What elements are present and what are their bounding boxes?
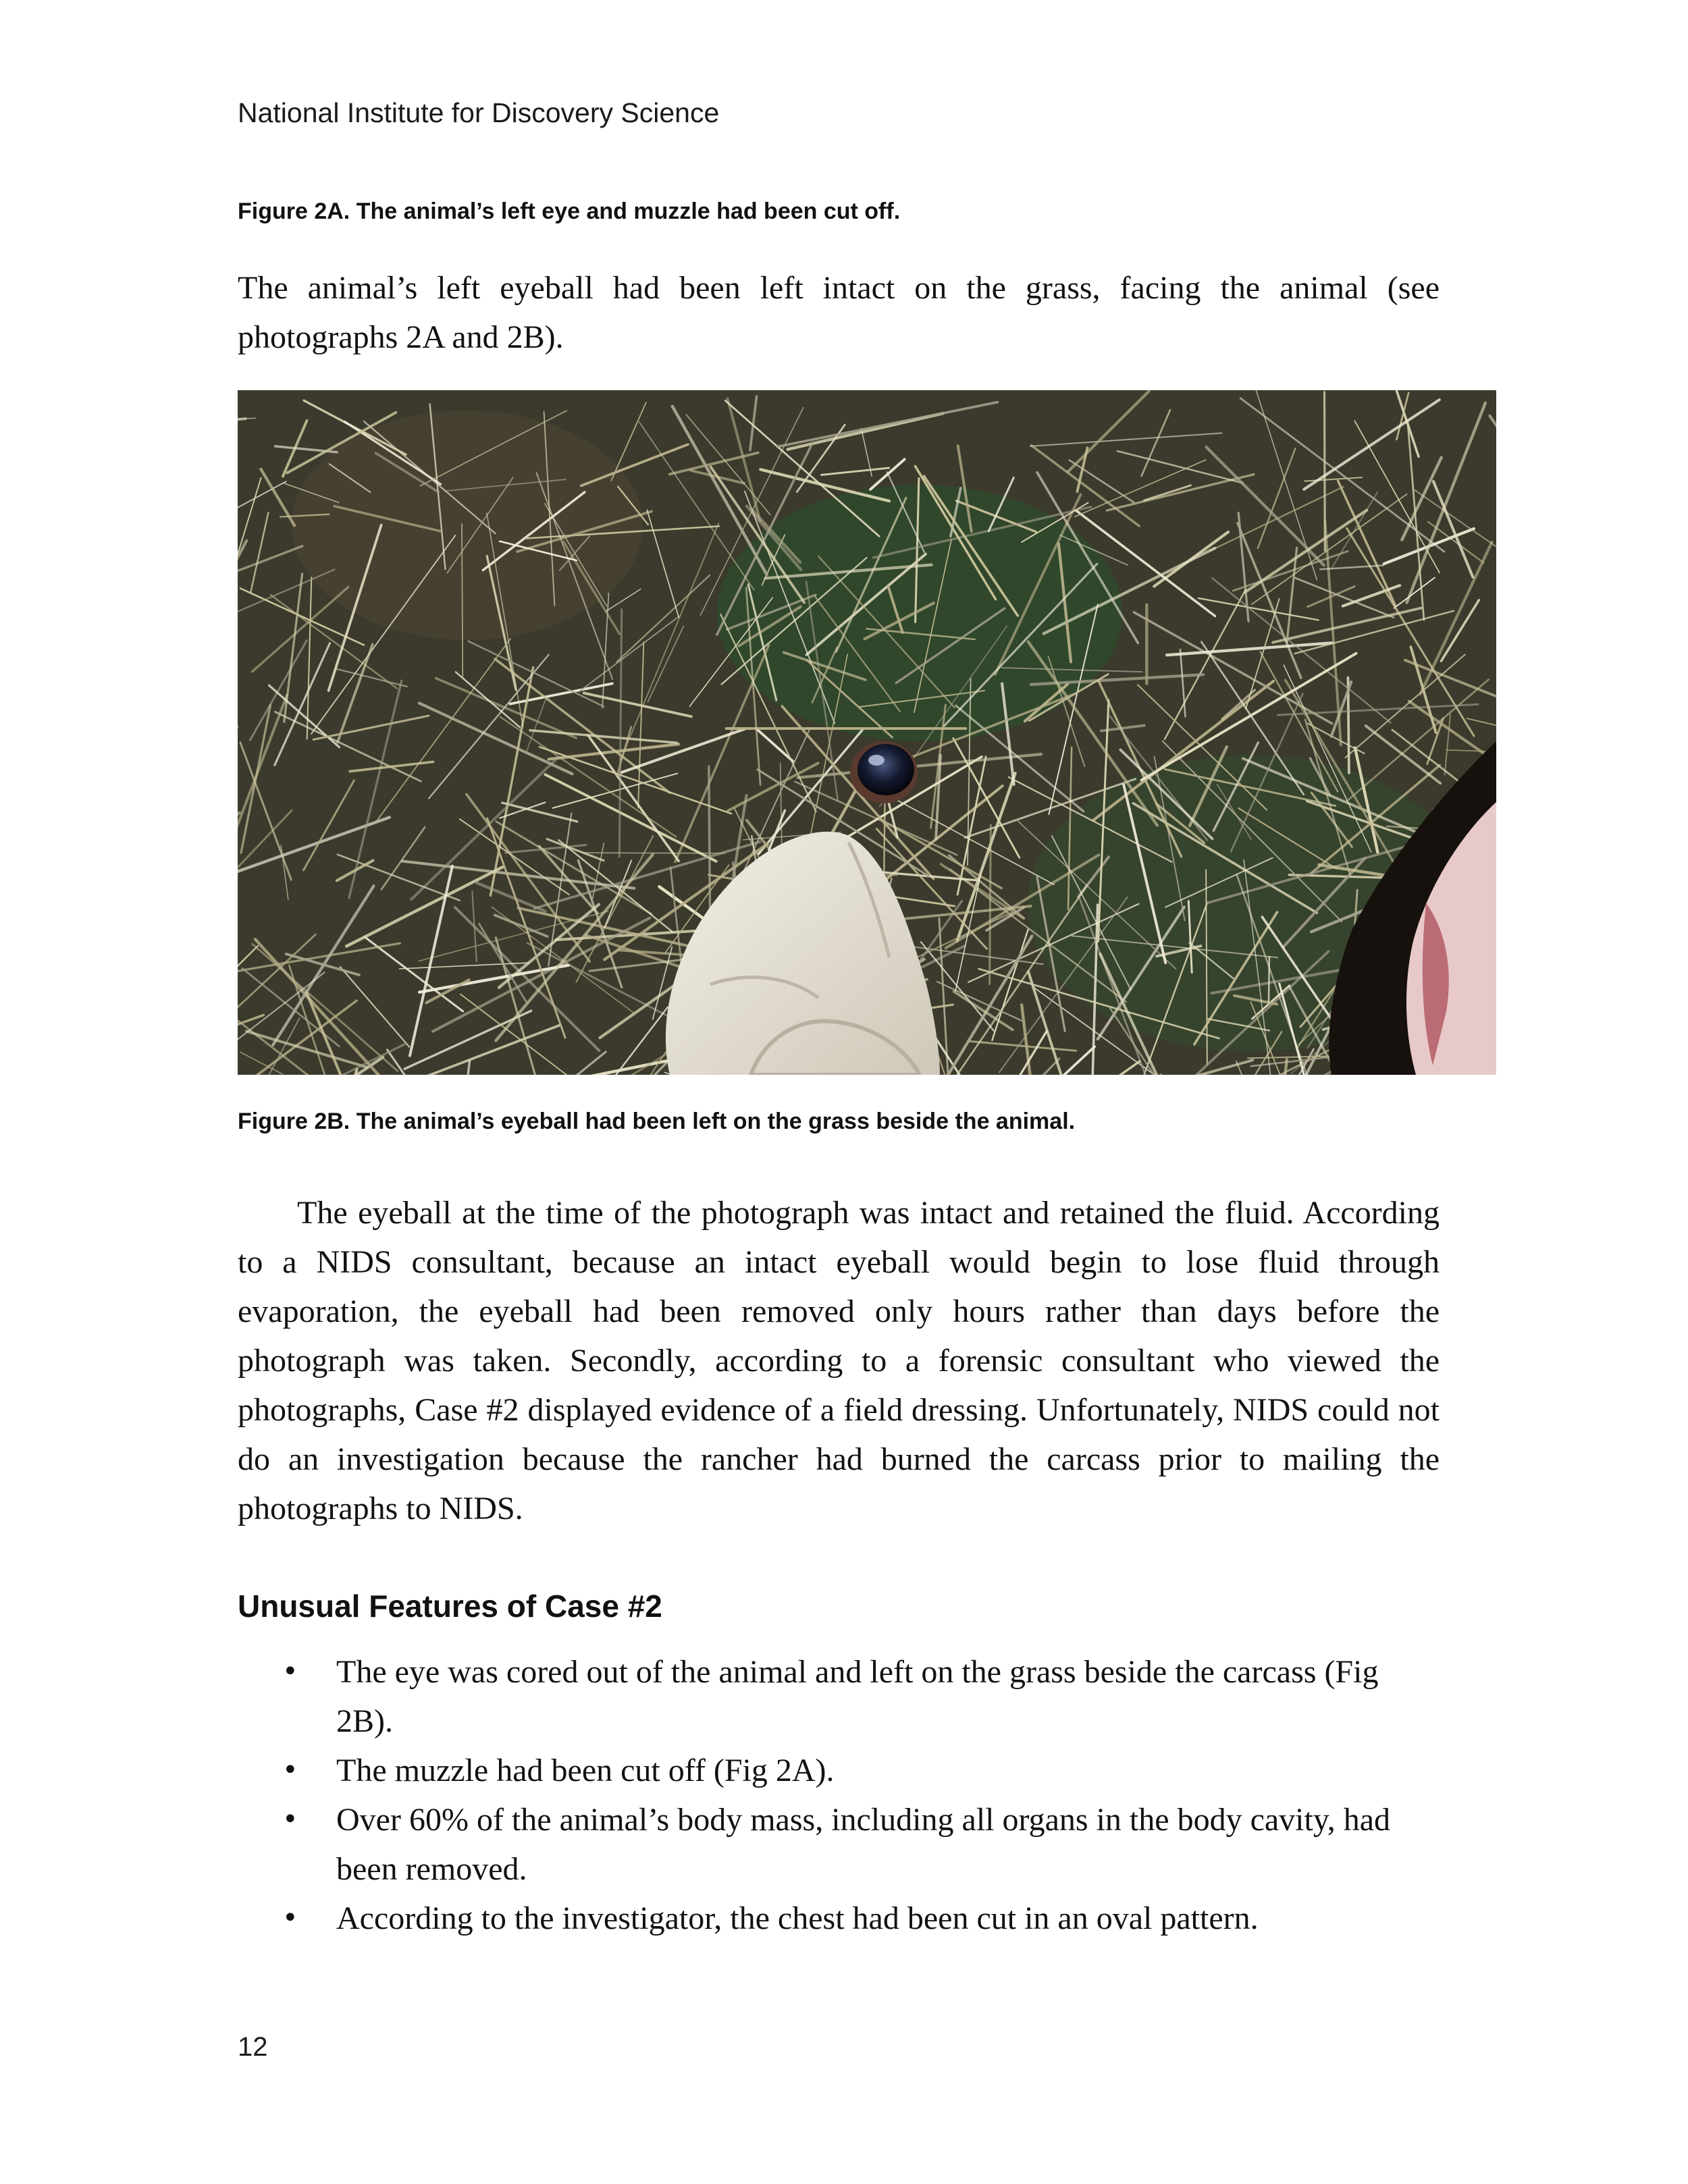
straw-blade	[990, 825, 991, 984]
list-item	[238, 1647, 1453, 1746]
intro-paragraph	[238, 263, 1440, 362]
list-item	[238, 1894, 1453, 1943]
bullet-icon: •	[282, 1902, 298, 1934]
figure-2b-photo	[238, 390, 1496, 1075]
section-heading: Unusual Features of Case #2	[238, 1589, 662, 1624]
bullet-icon: •	[282, 1755, 298, 1786]
grass-eyeball-photo	[238, 390, 1496, 1075]
list-item-text: Over 60% of the animal’s body mass, including all organs in the body cavity, had been removed.	[336, 1802, 1391, 1887]
main-paragraph	[238, 1188, 1440, 1533]
list-item	[238, 1746, 1453, 1795]
page-number: 12	[238, 2032, 268, 2062]
bullet-icon: •	[282, 1804, 298, 1835]
figure-2b-caption: Figure 2B. The animal’s eyeball had been left on the grass beside the animal.	[238, 1109, 1076, 1134]
list-item-text: According to the investigator, the chest had been cut in an oval pattern.	[336, 1900, 1259, 1936]
eyeball	[850, 741, 918, 803]
intro-paragraph-text: The animal’s left eyeball had been left intact on the grass, facing the animal (see photographs 2A and 2B).	[238, 270, 1440, 355]
list-item-text: The muzzle had been cut off (Fig 2A).	[336, 1753, 835, 1788]
unusual-features-list	[238, 1647, 1453, 1943]
dirt-patch	[292, 410, 643, 640]
figure-2a-caption: Figure 2A. The animal’s left eye and muzzle had been cut off.	[238, 198, 901, 224]
list-item-text: The eye was cored out of the animal and left on the grass beside the carcass (Fig 2B).	[336, 1654, 1379, 1739]
bullet-icon: •	[282, 1656, 298, 1687]
main-paragraph-text: The eyeball at the time of the photograph was intact and retained the fluid. According to a NIDS consultant, because an intact eyeball would begin to lose fluid through evaporation, the eyeball had been removed only hours rather than days before the photograph was taken. Secondly, according to a forensic consultant who viewed the photographs, Case #2 displayed evidence of a field dressing. Unfortunately, NIDS could not do an investigation because the rancher had burned the carcass prior to mailing the photographs to NIDS.	[238, 1195, 1440, 1526]
list-item	[238, 1795, 1453, 1894]
page-header: National Institute for Discovery Science	[238, 97, 720, 128]
